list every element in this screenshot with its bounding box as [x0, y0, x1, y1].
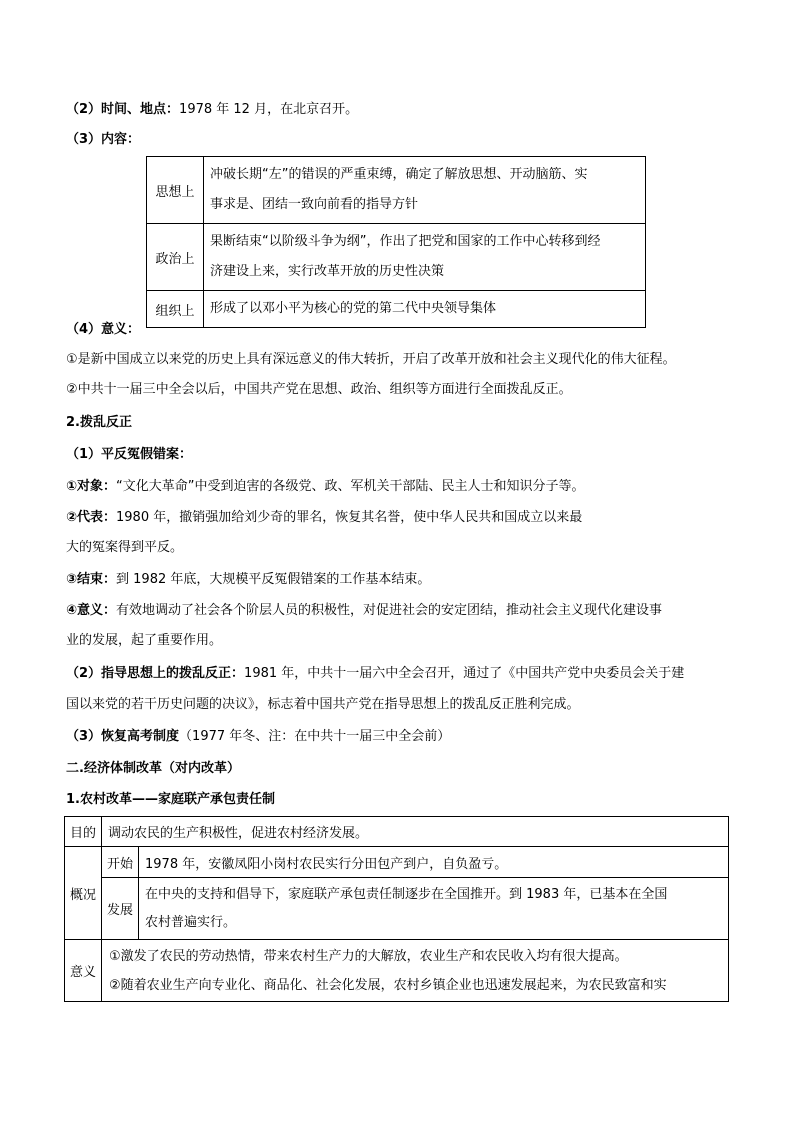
time-place-text: 1978 年 12 月，在北京召开。 [179, 102, 359, 117]
goal-text: 调动农民的生产积极性，促进农村经济发展。 [102, 817, 729, 847]
significance-label: ④意义： [66, 603, 117, 618]
section-title-correction: 2.拨乱反正 [66, 415, 132, 430]
table-row [65, 817, 729, 847]
end-text: 到 1982 年底，大规模平反冤假错案的工作基本结束。 [116, 572, 431, 587]
table-row [147, 291, 646, 328]
significance-cell [102, 940, 729, 1002]
row-text-politics [204, 224, 646, 291]
row-text-line: 形成了以邓小平为核心的党的第二代中央领导集体 [210, 301, 497, 316]
row-head-organization: 组织上 [147, 291, 204, 328]
start-head: 开始 [102, 847, 139, 878]
guiding-thought-label: （2）指导思想上的拨乱反正： [66, 666, 245, 681]
time-place-label: （2）时间、地点： [66, 102, 180, 117]
object-label: ①对象： [66, 479, 117, 494]
row-head-politics: 政治上 [147, 224, 204, 291]
object-line [66, 478, 585, 496]
rural-reform-table [64, 816, 729, 1002]
representative-line [66, 509, 582, 527]
end-label: ③结束： [66, 572, 117, 587]
row-text-ideology [204, 157, 646, 224]
table-row [147, 224, 646, 291]
development-head: 发展 [102, 878, 139, 940]
development-text [139, 878, 729, 940]
gaokao-label: （3）恢复高考制度 [66, 729, 180, 744]
meaning-item-2: ②中共十一届三中全会以后，中国共产党在思想、政治、组织等方面进行全面拨乱反正。 [66, 382, 572, 397]
row-head-ideology: 思想上 [147, 157, 204, 224]
guiding-thought-text: 1981 年，中共十一届六中全会召开，通过了《中国共产党中央委员会关于建 [244, 666, 685, 681]
sub-title-redress: （1）平反冤假错案： [66, 447, 193, 462]
representative-text: 1980 年，撤销强加给刘少奇的罪名，恢复其名誉，使中华人民共和国成立以来最 [116, 510, 583, 525]
table-row [65, 940, 729, 1002]
row-text-line: 果断结束“以阶级斗争为纲”，作出了把党和国家的工作中心转移到经 [210, 234, 601, 249]
meaning-item-1: ①是新中国成立以来党的历史上具有深远意义的伟大转折，开启了改革开放和社会主义现代化的伟大征程。 [66, 352, 676, 367]
overview-head: 概况 [65, 847, 102, 940]
significance-text-line: ①激发了农民的劳动热情，带来农村生产力的大解放，农业生产和农民收入均有很大提高。 [109, 948, 628, 964]
significance-text-line: ②随着农业生产向专业化、商品化、社会化发展，农村乡镇企业也迅速发展起来，为农民致富和实 [109, 977, 667, 993]
start-text: 1978 年，安徽凤阳小岗村农民实行分田包产到户，自负盈亏。 [139, 847, 729, 878]
object-text: “文化大革命”中受到迫害的各级党、政、军机关干部陆、民主人士和知识分子等。 [116, 479, 585, 494]
row-text-organization [204, 291, 646, 328]
representative-label: ②代表： [66, 510, 117, 525]
row-text-line: 济建设上来，实行改革开放的历史性决策 [210, 264, 445, 279]
table-row [65, 847, 729, 878]
guiding-thought-line-2: 国以来党的若干历史问题的决议》，标志着中国共产党在指导思想上的拨乱反正胜利完成。 [66, 697, 580, 712]
gaokao-line [66, 728, 450, 746]
guiding-thought-line [66, 665, 684, 683]
plenum-content-table [146, 156, 646, 328]
row-text-line: 事求是、团结一致向前看的指导方针 [210, 197, 419, 212]
row-text-line: 冲破长期“左”的错误的严重束缚，确定了解放思想、开动脑筋、实 [210, 167, 588, 182]
representative-line-2: 大的冤案得到平反。 [66, 540, 184, 555]
significance-line [66, 602, 662, 620]
content-label: （3）内容： [66, 132, 141, 147]
section-title-economic-reform: 二.经济体制改革（对内改革） [66, 761, 240, 776]
development-text-line: 农村普遍实行。 [145, 914, 237, 930]
gaokao-text: （1977 年冬、注：在中共十一届三中全会前） [179, 729, 451, 744]
meaning-label: （4）意义： [66, 322, 141, 337]
table-row [65, 878, 729, 940]
time-place-line [66, 101, 358, 119]
end-line [66, 571, 430, 589]
development-text-line: 在中央的支持和倡导下，家庭联产承包责任制逐步在全国推开。到 1983 年，已基本在全国 [145, 886, 668, 902]
significance-head: 意义 [65, 940, 102, 1002]
sub-title-rural-reform: 1.农村改革——家庭联产承包责任制 [66, 792, 275, 807]
significance-line-2: 业的发展，起了重要作用。 [66, 633, 223, 648]
significance-text: 有效地调动了社会各个阶层人员的积极性，对促进社会的安定团结，推动社会主义现代化建设事 [116, 603, 663, 618]
goal-head: 目的 [65, 817, 102, 847]
table-row [147, 157, 646, 224]
